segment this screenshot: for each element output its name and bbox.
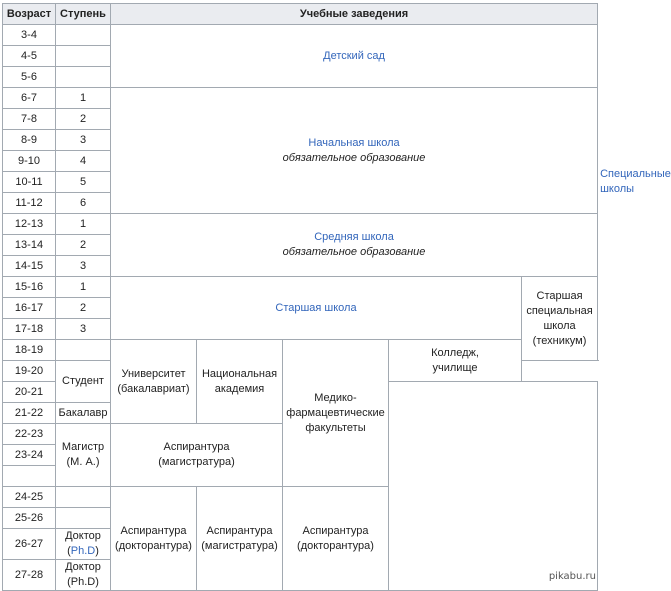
doctor-b-line-2: (Ph.D): [67, 576, 99, 588]
age-cell: 5-6: [3, 67, 56, 88]
doctor-a-line-2: [58, 544, 108, 559]
grad-master-b-line-1: Аспирантура: [206, 524, 273, 537]
age-cell: 14-15: [3, 256, 56, 277]
level-cell: [56, 424, 111, 487]
grad-master-line-1: Аспирантура: [163, 441, 230, 453]
level-cell: Студент: [56, 361, 111, 403]
level-cell: 3: [56, 256, 111, 277]
middle-school-link[interactable]: Средняя школа: [314, 231, 394, 243]
doctor-a-line-1: Доктор: [65, 530, 101, 542]
education-table: [2, 3, 671, 591]
primary-school-cell[interactable]: [111, 88, 598, 214]
header-institutions: Учебные заведения: [111, 4, 598, 25]
college-line-1: Колледж,: [431, 346, 479, 359]
grad-master-line-2: (магистратура): [158, 456, 235, 468]
senior-vocational-line-4: (техникум): [532, 334, 587, 347]
level-cell: 4: [56, 151, 111, 172]
age-cell: 25-26: [3, 508, 56, 529]
level-cell: 5: [56, 172, 111, 193]
grad-doctoral-cell: [111, 487, 197, 591]
primary-school-note: обязательное образование: [282, 151, 426, 164]
age-cell: 17-18: [3, 319, 56, 340]
doctor-b-line-1: Доктор: [65, 561, 101, 573]
age-cell: 13-14: [3, 235, 56, 256]
age-cell: 26-27: [3, 529, 56, 560]
age-cell: 7-8: [3, 109, 56, 130]
national-academy-line-1: Национальная: [201, 367, 278, 380]
senior-vocational-line-1: Старшая: [536, 289, 583, 302]
table-row: [3, 277, 598, 298]
level-cell: Бакалавр: [56, 403, 111, 424]
level-cell: [56, 508, 111, 529]
senior-vocational-line-3: школа: [543, 319, 576, 332]
grad-doctoral-b-line-2: (докторантура): [297, 539, 374, 552]
header-row: [3, 4, 598, 25]
age-cell: 19-20: [3, 361, 56, 382]
medical-line-1: Медико-: [314, 391, 357, 404]
table-row: 3-4 Детский сад Специальные школы: [3, 25, 598, 46]
level-cell: 1: [56, 88, 111, 109]
age-cell: 23-24: [3, 445, 56, 466]
table-row: [3, 340, 598, 361]
age-cell: 10-11: [3, 172, 56, 193]
master-line-1: Магистр: [61, 441, 105, 453]
senior-vocational-cell: [522, 277, 598, 361]
watermark: pikabu.ru: [548, 571, 596, 582]
kindergarten-link[interactable]: Детский сад: [323, 49, 385, 62]
age-cell: 16-17: [3, 298, 56, 319]
age-cell: 22-23: [3, 424, 56, 445]
header-age: Возраст: [3, 4, 56, 25]
age-cell: 24-25: [3, 487, 56, 508]
senior-vocational-line-2: специальная: [526, 304, 593, 317]
age-cell: 9-10: [3, 151, 56, 172]
grad-master-cell: [111, 424, 283, 487]
national-academy-line-2: академия: [214, 382, 265, 395]
level-cell: 1: [56, 214, 111, 235]
high-school-link[interactable]: Старшая школа: [275, 301, 357, 314]
level-cell: 3: [56, 130, 111, 151]
middle-school-cell[interactable]: [111, 214, 598, 277]
level-cell: 1: [56, 277, 111, 298]
age-cell: 27-28: [3, 560, 56, 591]
level-cell: 2: [56, 298, 111, 319]
level-cell: 6: [56, 193, 111, 214]
age-cell: 4-5: [3, 46, 56, 67]
phd-link[interactable]: Ph.D: [70, 545, 96, 557]
age-cell: 11-12: [3, 193, 56, 214]
grad-doctoral-line-1: Аспирантура: [120, 524, 187, 537]
doctor-a-open: (: [67, 545, 71, 557]
grad-master-b-cell: [197, 487, 283, 591]
level-cell: [56, 340, 111, 361]
grad-master-b-line-2: (магистратура): [201, 539, 278, 552]
table-row: [3, 88, 598, 109]
age-cell: 12-13: [3, 214, 56, 235]
medical-line-2: фармацевтические: [286, 406, 385, 419]
level-cell: 2: [56, 235, 111, 256]
grad-doctoral-b-cell: [283, 487, 389, 591]
level-cell: 3: [56, 319, 111, 340]
medical-faculties-cell: [283, 340, 389, 487]
high-school-cell[interactable]: [111, 277, 522, 340]
doctor-a-close: ): [95, 545, 99, 557]
level-cell: [56, 46, 111, 67]
level-cell: 2: [56, 109, 111, 130]
age-cell: 15-16: [3, 277, 56, 298]
university-line-1: Университет: [121, 367, 186, 380]
level-cell: [56, 67, 111, 88]
primary-school-link[interactable]: Начальная школа: [308, 136, 400, 149]
middle-school-note: обязательное образование: [282, 246, 426, 258]
college-cell: [389, 340, 522, 382]
level-cell: [56, 529, 111, 560]
level-cell: [56, 487, 111, 508]
level-cell: [56, 25, 111, 46]
header-level: Ступень: [56, 4, 111, 25]
age-cell: [3, 466, 56, 487]
national-academy-cell: [197, 340, 283, 424]
medical-line-3: факультеты: [305, 421, 366, 434]
age-cell: 21-22: [3, 403, 56, 424]
blank-cell: [389, 382, 598, 591]
age-cell: 18-19: [3, 340, 56, 361]
grad-doctoral-line-2: (докторантура): [115, 539, 192, 552]
table-row: [3, 214, 598, 235]
level-cell: [56, 560, 111, 591]
university-cell: [111, 340, 197, 424]
university-line-2: (бакалавриат): [117, 382, 190, 395]
college-line-2: училище: [432, 361, 478, 374]
kindergarten-cell[interactable]: [111, 25, 598, 88]
grad-doctoral-b-line-1: Аспирантура: [302, 524, 369, 537]
age-cell: 20-21: [3, 382, 56, 403]
age-cell: 8-9: [3, 130, 56, 151]
master-line-2: (М. А.): [66, 456, 100, 468]
age-cell: 6-7: [3, 88, 56, 109]
age-cell: 3-4: [3, 25, 56, 46]
